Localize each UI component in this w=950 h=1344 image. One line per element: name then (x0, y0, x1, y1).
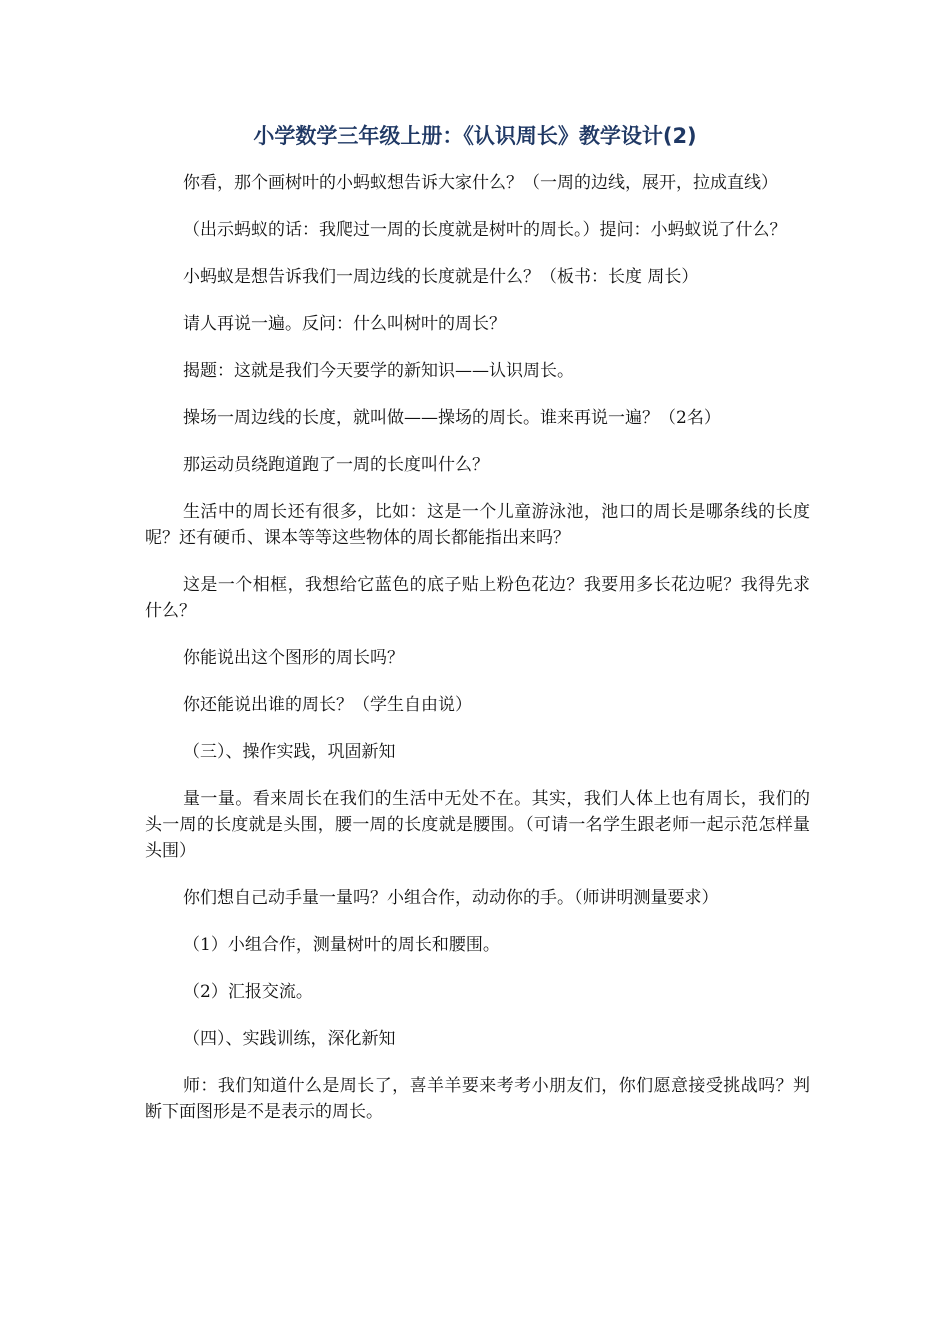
paragraph: 这是一个相框，我想给它蓝色的底子贴上粉色花边？我要用多长花边呢？我得先求什么？ (145, 575, 810, 621)
paragraph: 你能说出这个图形的周长吗？ (183, 648, 404, 668)
paragraph: 操场一周边线的长度，就叫做——操场的周长。谁来再说一遍？（2名） (183, 408, 721, 428)
section-heading: （四）、实践训练，深化新知 (183, 1029, 396, 1049)
document-title: 小学数学三年级上册：《认识周长》教学设计(2) (253, 124, 697, 148)
paragraph: 请人再说一遍。反问：什么叫树叶的周长？ (183, 314, 506, 334)
section-heading: （三）、操作实践，巩固新知 (183, 742, 396, 762)
paragraph: 揭题：这就是我们今天要学的新知识——认识周长。 (183, 361, 574, 381)
paragraph: 你看，那个画树叶的小蚂蚁想告诉大家什么？（一周的边线，展开，拉成直线） (183, 173, 778, 193)
paragraph: 那运动员绕跑道跑了一周的长度叫什么？ (183, 455, 489, 475)
paragraph: 你们想自己动手量一量吗？小组合作，动动你的手。（师讲明测量要求） (183, 888, 719, 908)
paragraph: （出示蚂蚁的话：我爬过一周的长度就是树叶的周长。）提问：小蚂蚁说了什么？ (183, 220, 787, 240)
paragraph: （1）小组合作，测量树叶的周长和腰围。 (183, 935, 500, 955)
paragraph: 小蚂蚁是想告诉我们一周边线的长度就是什么？（板书：长度 周长） (183, 267, 699, 287)
paragraph: 量一量。看来周长在我们的生活中无处不在。其实，我们人体上也有周长，我们的头一周的长度就是头围，腰一周的长度就是腰围。（可请一名学生跟老师一起示范怎样量头围） (145, 789, 810, 861)
paragraph: 生活中的周长还有很多，比如：这是一个儿童游泳池，池口的周长是哪条线的长度呢？还有硬币、课本等等这些物体的周长都能指出来吗？ (145, 502, 810, 548)
paragraph: （2）汇报交流。 (183, 982, 313, 1002)
document-body (145, 170, 810, 1146)
paragraph: 师：我们知道什么是周长了，喜羊羊要来考考小朋友们，你们愿意接受挑战吗？判断下面图形是不是表示的周长。 (145, 1076, 810, 1122)
paragraph: 你还能说出谁的周长？（学生自由说） (183, 695, 472, 715)
